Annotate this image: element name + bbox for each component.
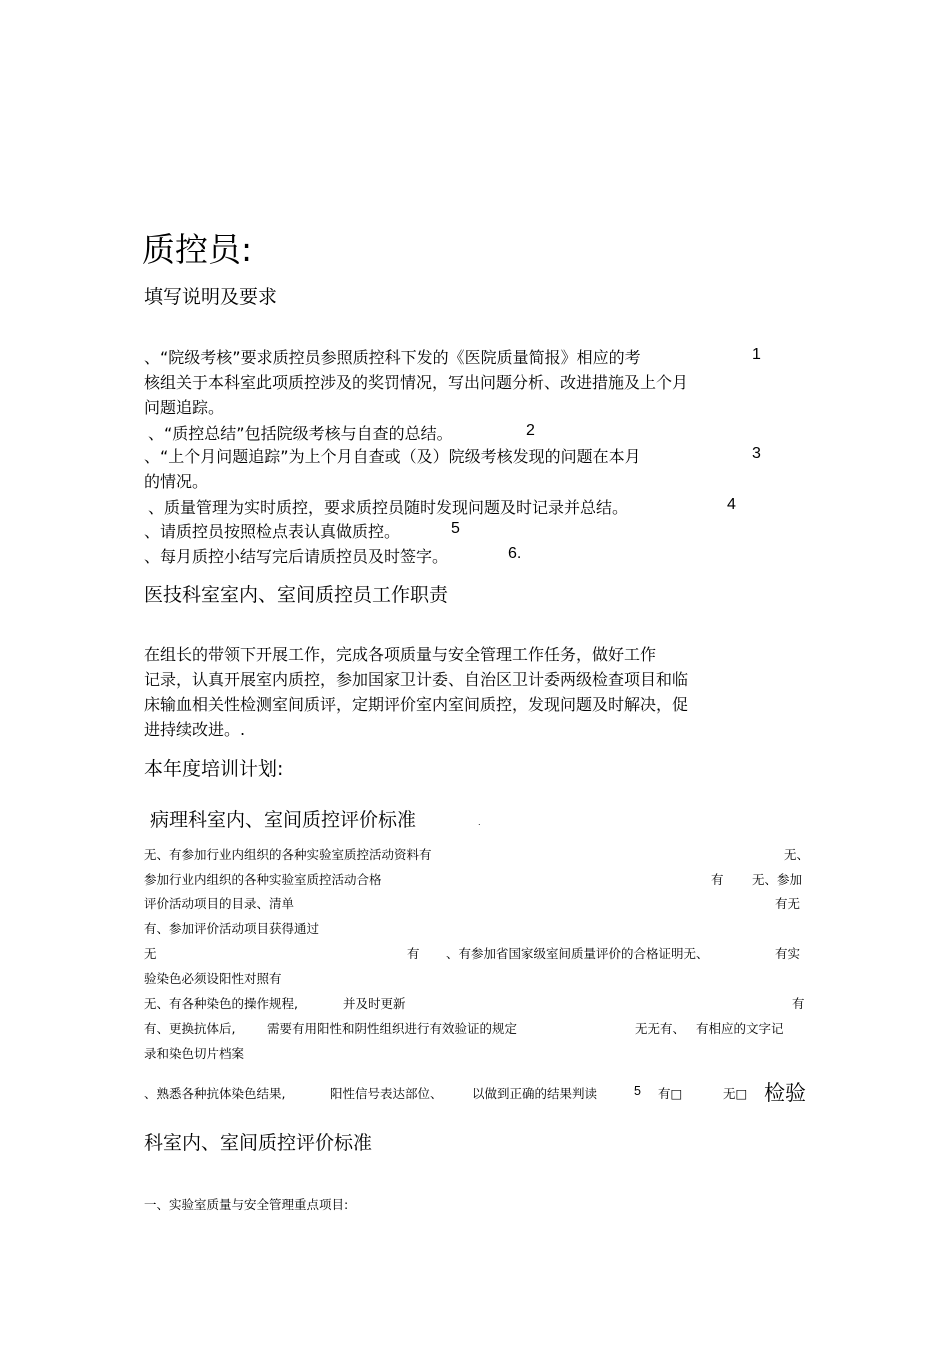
pathology-row-5-option-no: 无 (144, 946, 157, 961)
pathology-row-3-option: 有无 (775, 896, 801, 911)
instruction-4: 、质量管理为实时质控，要求质控员随时发现问题及时记录并总结。 (148, 498, 629, 517)
instruction-5: 、请质控员按照检点表认真做质控。 (144, 522, 401, 541)
pathology-row-10-text-3: 以做到正确的结果判读 (472, 1086, 598, 1101)
pathology-row-8-option: 无无有、 (635, 1021, 686, 1036)
pathology-row-7-text-2: 并及时更新 (343, 996, 406, 1011)
instruction-2: 、“质控总结”包括院级考核与自查的总结。 (148, 424, 453, 443)
training-plan-heading: 本年度培训计划: (144, 758, 284, 780)
pathology-row-5-continued: 有实 (775, 946, 801, 961)
pathology-row-10-option-yes: 有□ (658, 1086, 683, 1101)
pathology-row-7-option: 有 (792, 996, 805, 1011)
instruction-3-number: 3 (752, 445, 761, 462)
duties-line-4: 进持续改进。. (144, 720, 246, 739)
instruction-1-number: 1 (752, 346, 761, 363)
pathology-row-1-text: 无、有参加行业内组织的各种实验室质控活动资料有 (144, 847, 432, 862)
pathology-row-10-text: 、熟悉各种抗体染色结果, (144, 1086, 286, 1101)
pathology-row-10-text-2: 阳性信号表达部位、 (330, 1086, 443, 1101)
instruction-1-line-3: 问题追踪。 (144, 398, 225, 417)
lab-heading-start: 检验 (764, 1081, 806, 1105)
pathology-row-8-text: 有、更换抗体后, (144, 1021, 236, 1036)
pathology-row-7-text: 无、有各种染色的操作规程, (144, 996, 298, 1011)
pathology-row-2-text: 参加行业内组织的各种实验室质控活动合格 (144, 872, 382, 887)
pathology-row-2-option-no: 无、参加 (752, 872, 803, 887)
pathology-row-10-option-no: 无□ (723, 1086, 748, 1101)
pathology-row-3-text: 评价活动项目的目录、清单 (144, 896, 295, 911)
duties-line-3: 床输血相关性检测室间质评，定期评价室内室间质控，发现问题及时解决，促 (144, 695, 689, 714)
instruction-6-number: 6. (508, 545, 522, 562)
instruction-6: 、每月质控小结写完后请质控员及时签字。 (144, 547, 449, 566)
pathology-row-8-text-2: 需要有用阳性和阴性组织进行有效验证的规定 (267, 1021, 518, 1036)
pathology-heading-dot: . (478, 818, 481, 827)
pathology-row-6-text: 验染色必须设阳性对照有 (144, 971, 282, 986)
lab-heading: 科室内、室间质控评价标准 (144, 1132, 373, 1154)
pathology-row-8-text-3: 有相应的文字记 (696, 1021, 784, 1036)
duties-line-2: 记录，认真开展室内质控，参加国家卫计委、自治区卫计委两级检查项目和临 (144, 670, 689, 689)
pathology-row-5-option-yes: 有 (407, 946, 420, 961)
instruction-3-line-1: 、“上个月问题追踪”为上个月自查或（及）院级考核发现的问题在本月 (144, 447, 641, 466)
fill-instructions-heading: 填写说明及要求 (144, 286, 278, 308)
duties-heading: 医技科室室内、室间质控员工作职责 (144, 584, 449, 606)
pathology-row-2-option-yes: 有 (711, 872, 724, 887)
pathology-row-9-text: 录和染色切片档案 (144, 1046, 245, 1061)
instruction-4-number: 4 (727, 496, 736, 513)
pathology-row-1-option: 无、 (784, 847, 810, 862)
instruction-1-line-2: 核组关于本科室此项质控涉及的奖罚情况，写出问题分析、改进措施及上个月 (144, 373, 689, 392)
pathology-row-5-text: 、有参加省国家级室间质量评价的合格证明无、 (446, 946, 709, 961)
pathology-row-10-number: 5 (634, 1084, 641, 1098)
instruction-3-line-2: 的情况。 (144, 472, 209, 491)
page-title: 质控员: (142, 230, 253, 269)
instruction-5-number: 5 (451, 520, 460, 537)
instruction-1-line-1: 、“院级考核”要求质控员参照质控科下发的《医院质量简报》相应的考 (144, 348, 641, 367)
pathology-row-4-text: 有、参加评价活动项目获得通过 (144, 921, 320, 936)
duties-line-1: 在组长的带领下开展工作，完成各项质量与安全管理工作任务，做好工作 (144, 645, 657, 664)
pathology-heading: 病理科室内、室间质控评价标准 (150, 809, 417, 831)
instruction-2-number: 2 (526, 422, 535, 439)
lab-item-1: 一、实验室质量与安全管理重点项目: (144, 1197, 349, 1212)
